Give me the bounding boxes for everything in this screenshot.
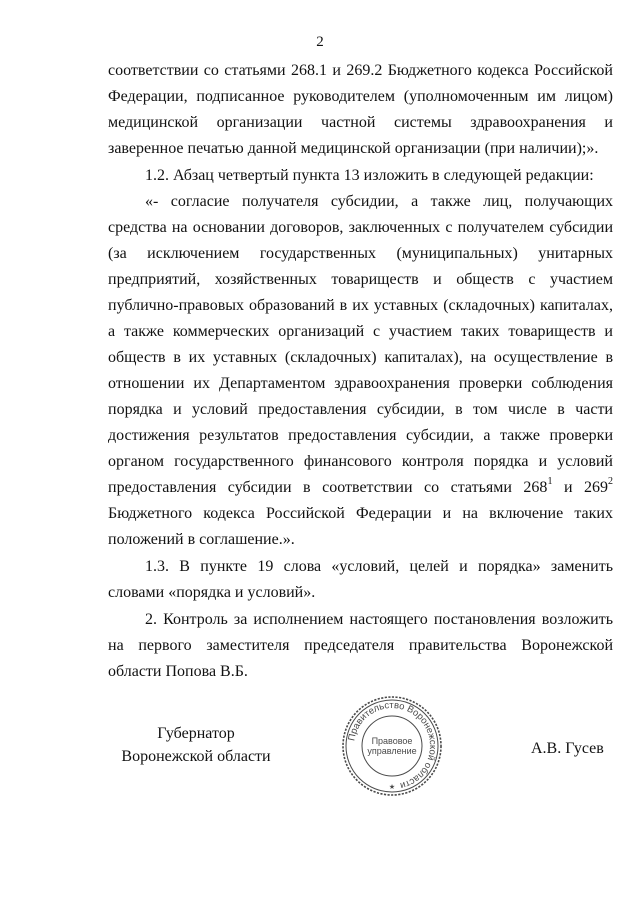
star-icon: ★	[388, 784, 396, 791]
signatory-title-line2: Воронежской области	[121, 748, 271, 765]
quote-text-part3: Бюджетного кодекса Российской Федерации и на включение таких положений в соглашение.».	[108, 505, 613, 548]
superscript-2: 2	[608, 475, 614, 487]
paragraph-2: 2. Контроль за исполнением настоящего постановления возложить на первого заместителя председателя правительства Воронежской области Попова В.Б.	[108, 611, 613, 680]
quote-text-part2: и 269	[552, 479, 609, 496]
signatory-name: А.В. Гусев	[531, 740, 604, 757]
signatory-title	[106, 722, 286, 768]
paragraph-1-3: 1.3. В пункте 19 слова «условий, целей и порядка» заменить словами «порядка и условий».	[108, 558, 613, 601]
paragraph-continuation: соответствии со статьями 268.1 и 269.2 Бюджетного кодекса Российской Федерации, подписанное руководителем (уполномоченным им лицом) медицинской организации частной системы здравоохранения и заверенное печатью данной медицинской организации (при наличии);».	[108, 62, 613, 157]
paragraph-1-2: 1.2. Абзац четвертый пункта 13 изложить в следующей редакции:	[145, 167, 594, 184]
quote-text-part1: «- согласие получателя субсидии, а также лиц, получающих средства на основании договоров, заключенных с получателем субсидии (за исключением государственных (муниципальных) унитарных предприятий, хозяйственных товариществ и обществ с участием публично-правовых образований в их уставных (складочных) капиталах, а также коммерческих организаций с участием таких товариществ и обществ в их уставных (складочных) капиталах), на осуществление в отношении их Департаментом здравоохранения проверки соблюдения порядка и условий предоставления субсидии, в том числе в части достижения результатов предоставления субсидии, а также проверки органом государственного финансового контроля порядка и условий предоставления субсидии в соответствии со статьями 268	[108, 193, 613, 496]
superscript-1: 1	[547, 475, 553, 487]
page-number: 2	[316, 34, 324, 50]
stamp-ring-text: Правительство Воронежской области	[346, 699, 439, 792]
signatory-title-line1: Губернатор	[157, 725, 235, 742]
stamp-center-line2: управление	[367, 746, 417, 756]
document-body	[108, 58, 613, 685]
paragraph-quote	[108, 189, 613, 553]
official-stamp	[341, 695, 443, 797]
stamp-center-line1: Правовое	[371, 736, 413, 746]
